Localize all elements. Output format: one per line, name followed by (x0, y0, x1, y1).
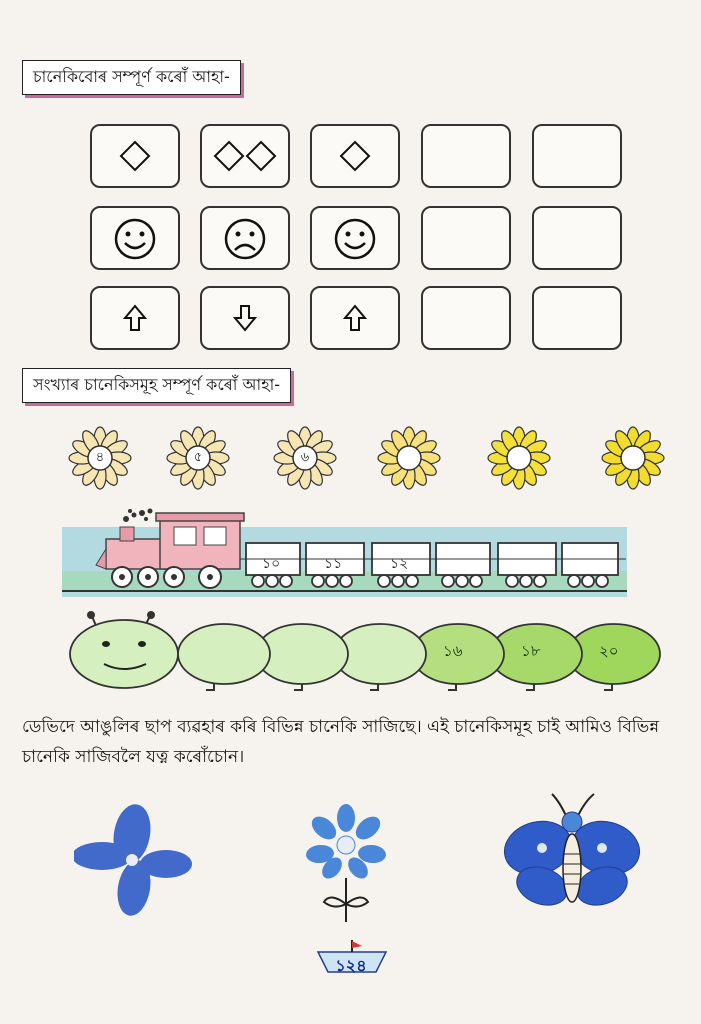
fingerprint-flower-icon (74, 800, 194, 920)
diamond-pair-icon (202, 126, 288, 186)
pattern-cell (90, 206, 180, 270)
pattern-cell-empty (421, 124, 511, 188)
flower-item (377, 426, 441, 494)
flower-number (601, 426, 665, 490)
segment-number: ১৮ (521, 642, 541, 660)
sad-face-icon (202, 208, 288, 268)
flower-number: ৬ (300, 449, 310, 465)
flower-item (273, 426, 337, 494)
fingerprint-butterfly-icon (502, 788, 642, 918)
pattern-cell (200, 124, 290, 188)
flower-item (166, 426, 230, 494)
train-illustration (0, 505, 701, 615)
wagon-number: ১১ (324, 556, 343, 572)
arrow-up-icon (312, 288, 398, 348)
pattern-cell (90, 286, 180, 350)
page-number: ১২৪ (335, 956, 367, 975)
pattern-cell (90, 124, 180, 188)
pattern-cell (310, 286, 400, 350)
flower-number (487, 426, 551, 490)
happy-face-icon (92, 208, 178, 268)
diamond-icon (92, 126, 178, 186)
flower-number: ৫ (193, 449, 203, 465)
wagon-number: ১২ (390, 556, 409, 572)
fingerprint-flower-stem-icon (298, 800, 398, 930)
pattern-cell-empty (421, 206, 511, 270)
pattern-cell-empty (532, 206, 622, 270)
pattern-cell-empty (421, 286, 511, 350)
pattern-cell (310, 124, 400, 188)
happy-face-icon (312, 208, 398, 268)
diamond-icon (312, 126, 398, 186)
flower-item (487, 426, 551, 494)
arrow-down-icon (202, 288, 288, 348)
pattern-cell-empty (532, 286, 622, 350)
wagon-number: ১০ (262, 556, 281, 572)
pattern-cell (200, 286, 290, 350)
arrow-up-icon (92, 288, 178, 348)
pattern-cell-empty (532, 124, 622, 188)
instruction-paragraph: ডেভিদে আঙুলিৰ ছাপ ব্যৱহাৰ কৰি বিভিন্ন চানেকি সাজিছে। এই চানেকিসমূহ চাই আমিও বিভিন্ন চানেকি সাজিবলৈ যত্ন কৰোঁচোন। (22, 717, 660, 767)
section1-heading: চানেকিবোৰ সম্পূৰ্ণ কৰোঁ আহা- (22, 60, 241, 95)
flower-number (377, 426, 441, 490)
segment-number: ২০ (599, 642, 619, 660)
flower-item (68, 426, 132, 494)
segment-number: ১৬ (443, 642, 463, 660)
caterpillar-illustration (0, 608, 701, 708)
pattern-cell (200, 206, 290, 270)
flower-number: ৪ (95, 449, 105, 465)
section2-heading: সংখ্যাৰ চানেকিসমূহ সম্পূৰ্ণ কৰোঁ আহা- (22, 368, 291, 403)
flower-item (601, 426, 665, 494)
pattern-cell (310, 206, 400, 270)
